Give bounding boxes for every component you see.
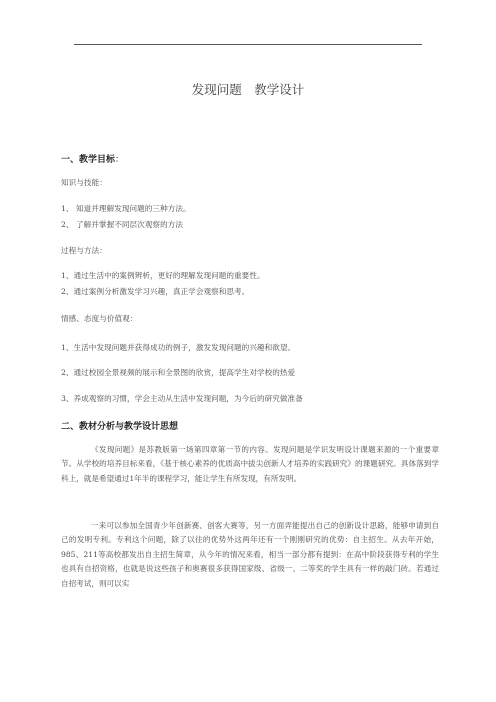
section-heading-objectives [61, 152, 124, 165]
knowledge-item: 2、 了解并掌握不同层次观察的方法 [61, 220, 183, 229]
emotion-item: 1、生活中发现问题并获得成功的例子，激发发现问题的兴趣和欲望。 [61, 343, 296, 352]
knowledge-skills-label: 知识与技能： [61, 178, 107, 187]
section-heading-text: 一、教学目标 [61, 155, 116, 165]
knowledge-item: 1、 知道并理解发现问题的三种方法。 [61, 204, 191, 213]
process-item: 1、通过生活中的案例辨析，更好的理解发现问题的重要性。 [61, 271, 265, 280]
emotion-item: 3、养成观察的习惯，学会主动从生活中发现问题，为今后的研究做准备 [61, 394, 303, 403]
process-item: 2、通过案例分析激发学习兴趣，真正学会观察和思考。 [61, 287, 250, 296]
header-rule [74, 44, 422, 45]
section-heading-colon: ： [115, 155, 125, 165]
document-title: 发现问题 教学设计 [191, 82, 305, 97]
emotion-values-label: 情感、态度与价值观： [61, 314, 138, 323]
process-methods-label: 过程与方法： [61, 246, 107, 255]
emotion-item: 2、通过校园全景视频的展示和全景图的欣赏，提高学生对学校的热爱 [61, 368, 296, 377]
section-heading-analysis: 二、教材分析与教学设计思想 [61, 422, 179, 432]
body-paragraph: 一来可以参加全国青少年创新赛、创客大赛等，另一方面弄能提出自己的创新设计思路，能够申请到自己的发明专利。专利这个问题，除了以往的优势外这两年还有一个刚刚研究的优势：自主招生。从去年开始，985、211等高校都发出自主招生简章，从今年的情况来看，相当一部分都有提到：在高中阶段获得专利的学生也具有自招资格，也就是说这些孩子和奥赛很多获得国家级、省级一、二等奖的学生具有一样的敲门砖。若通过自招考试，则可以实 [61, 521, 439, 588]
body-paragraph: 《发现问题》是苏教版第一场第四章第一节的内容。发现问题是学识发明设计课题来源的一个重要章节。从学校的培养目标来看，《基于核心素养的优质高中拔尖创新人才培养的实践研究》的课题研究。具体落到学科上，就是希望通过1年半的课程学习，能让学生有所发现，有所发明。 [61, 445, 439, 483]
